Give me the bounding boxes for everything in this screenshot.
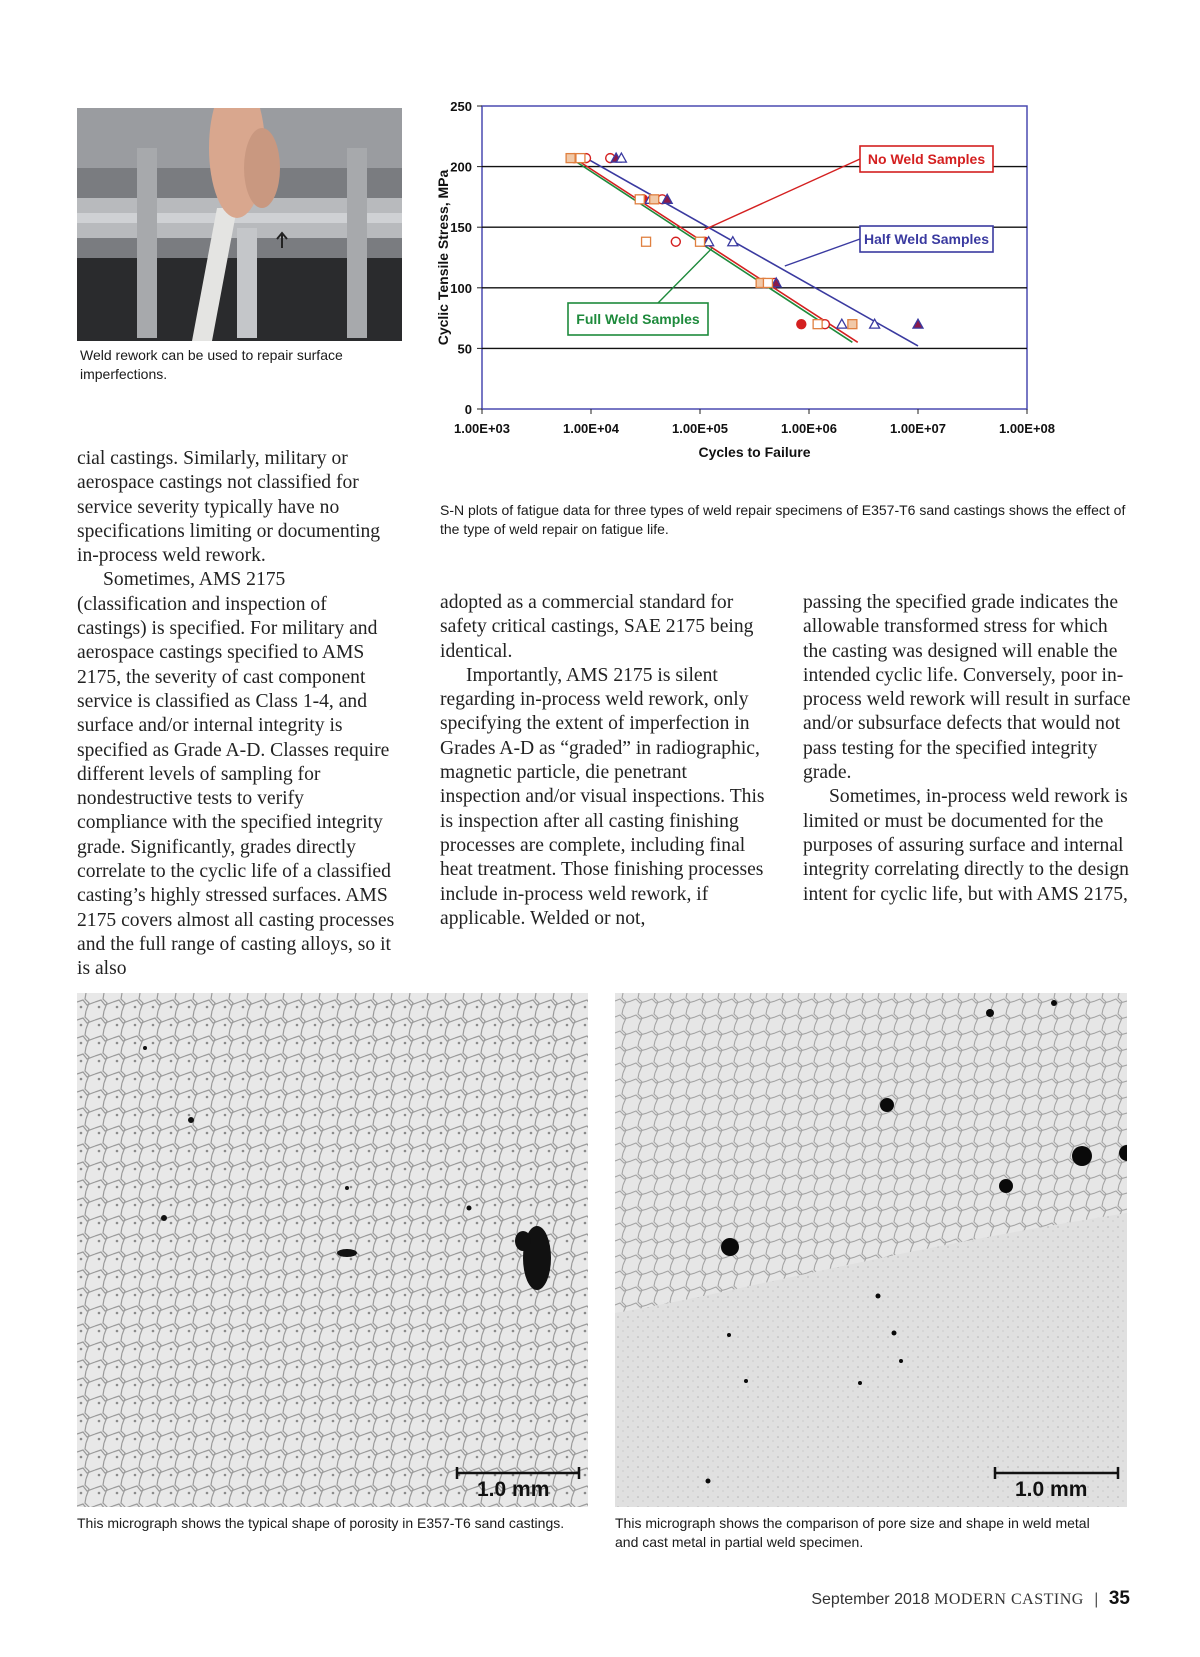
page-footer — [811, 1588, 1130, 1610]
chart-caption: S-N plots of fatigue data for three types of weld repair specimens of E357-T6 sand castings shows the effect of the type of weld repair on fatigue life. — [440, 502, 1126, 537]
data-point-full-weld — [696, 237, 705, 246]
y-tick-label: 100 — [450, 280, 472, 296]
scale-bar-label: 1.0 mm — [477, 1478, 550, 1501]
body-column-2 — [440, 591, 770, 931]
data-point-full-weld — [650, 195, 659, 204]
x-axis-label: Cycles to Failure — [698, 444, 811, 460]
paragraph: passing the specified grade indicates the allowable transformed stress for which the casting was designed will enable the intended cyclic life. Conversely, poor in-process weld rework will result in surface and/or subsurface defects that would not pass testing for the specified integrity grade. — [803, 592, 1131, 784]
x-tick-label: 1.00E+06 — [780, 421, 838, 436]
data-point-full-weld — [642, 237, 651, 246]
body-column-1 — [77, 447, 397, 982]
annotation-label: Full Weld Samples — [576, 311, 700, 327]
annotation-label: No Weld Samples — [867, 151, 986, 167]
paragraph: Sometimes, AMS 2175 (classification and inspection of castings) is specified. For military and aerospace castings specified to AMS 2175, the severity of cast component service is classified as Class 1-4, and surface and/or internal integrity is specified as Grade A-D. Classes require different levels of sampling for nondestructive tests to verify compliance with the specified integrity grade. Significantly, grades directly correlate to the cyclic life of a classified casting’s highly stressed surfaces. AMS 2175 covers almost all casting processes and the full range of casting alloys, so it is also — [77, 569, 395, 980]
annotation-label: Half Weld Samples — [863, 231, 990, 247]
y-tick-label: 50 — [457, 341, 472, 357]
x-tick-label: 1.00E+08 — [998, 421, 1056, 436]
magazine-name: MODERN CASTING — [934, 1591, 1084, 1608]
paragraph: cial castings. Similarly, military or aerospace castings not classified for service severity typically have no specifications limiting or documenting in-process weld rework. — [77, 448, 381, 567]
paragraph: adopted as a commercial standard for safety critical castings, SAE 2175 being identical. — [440, 592, 754, 662]
data-point-full-weld — [848, 320, 857, 329]
x-tick-label: 1.00E+04 — [562, 421, 620, 436]
scale-bar-label: 1.0 mm — [1015, 1478, 1088, 1501]
micrograph-right — [615, 993, 1127, 1507]
y-tick-label: 200 — [450, 159, 472, 175]
footer-separator: | — [1094, 1591, 1099, 1608]
data-point-full-weld — [635, 195, 644, 204]
body-column-3 — [803, 591, 1133, 907]
y-tick-label: 250 — [450, 99, 472, 114]
issue-date: September 2018 — [811, 1591, 930, 1608]
weld-rework-photo — [77, 108, 402, 341]
data-point-full-weld — [813, 320, 822, 329]
data-point-full-weld — [566, 154, 575, 163]
x-tick-label: 1.00E+07 — [889, 421, 947, 436]
micrograph-right-caption: This micrograph shows the comparison of pore size and shape in weld metal and cast metal in partial weld specimen. — [615, 1515, 1090, 1550]
data-point-no-weld — [797, 320, 806, 329]
data-point-no-weld — [671, 237, 680, 246]
micrograph-left-caption: This micrograph shows the typical shape of porosity in E357-T6 sand castings. — [77, 1515, 565, 1531]
paragraph: Sometimes, in-process weld rework is limited or must be documented for the purposes of assuring surface and internal integrity correlating directly to the design intent for cyclic life, but with AMS 2175, — [803, 786, 1129, 905]
paragraph: Importantly, AMS 2175 is silent regarding in-process weld rework, only specifying the extent of imperfection in Grades A-D as “graded” in radiographic, magnetic particle, die penetrant inspection and/or visual inspections. This is inspection after all casting finishing processes are complete, including final heat treatment. Those finishing processes include in-process weld rework, if applicable. Welded or not, — [440, 664, 765, 929]
photo-caption: Weld rework can be used to repair surface imperfections. — [80, 347, 343, 382]
data-point-full-weld — [763, 278, 772, 287]
y-axis-label: Cyclic Tensile Stress, MPa — [435, 169, 451, 346]
x-tick-label: 1.00E+03 — [453, 421, 511, 436]
y-tick-label: 0 — [464, 402, 472, 417]
x-tick-label: 1.00E+05 — [671, 421, 729, 436]
page-number: 35 — [1108, 1588, 1130, 1609]
data-point-full-weld — [576, 154, 585, 163]
y-tick-label: 150 — [450, 220, 472, 236]
micrograph-left — [77, 993, 588, 1507]
sn-fatigue-chart — [430, 98, 1130, 490]
